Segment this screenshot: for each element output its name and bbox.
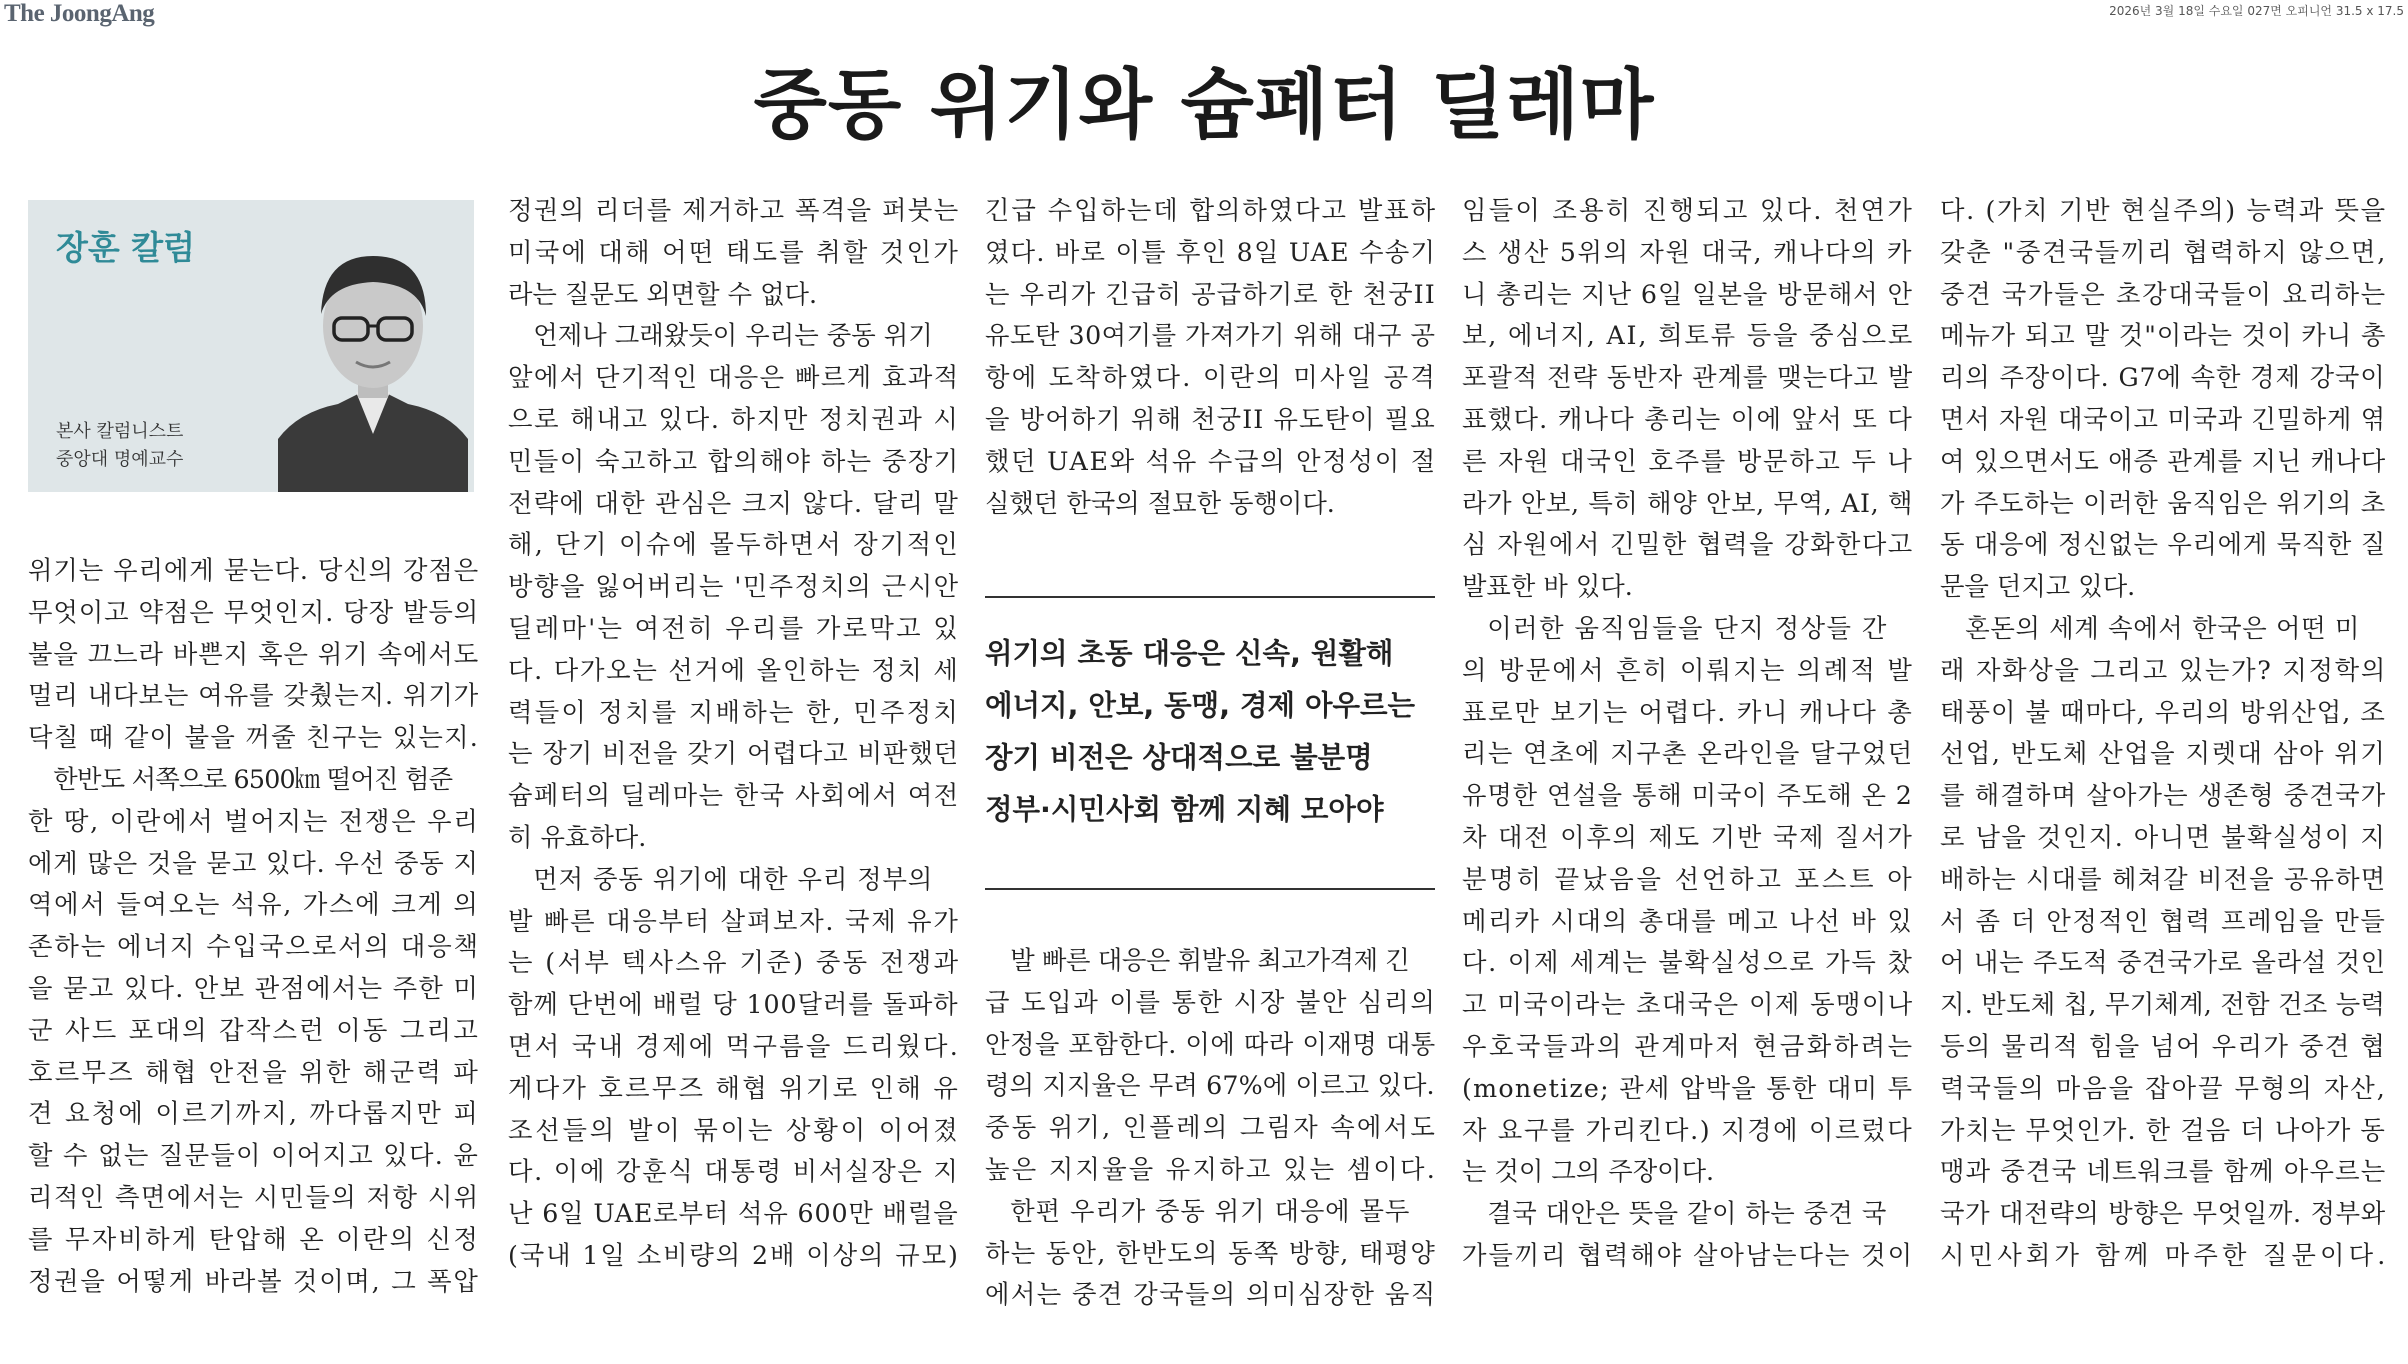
article-text-line: 해, 단기 이슈에 몰두하면서 장기적인 bbox=[508, 530, 961, 560]
article-text-line: 한반도 서쪽으로 6500㎞ 떨어진 험준 bbox=[53, 764, 453, 794]
article-text-line: 혼돈의 세계 속에서 한국은 어떤 미 bbox=[1965, 613, 2360, 643]
article-text-line: 으로 해내고 있다. 하지만 정치권과 시 bbox=[508, 404, 960, 434]
article-text-line: 불을 끄느라 바쁜지 혹은 위기 속에서도 bbox=[28, 639, 480, 669]
article-text-line: 높은 지지율을 유지하고 있는 셈이다. bbox=[985, 1154, 1438, 1184]
article-text-line: 호르무즈 해협 안전을 위한 해군력 파 bbox=[28, 1057, 481, 1087]
article-text-line: (monetize; 관세 압박을 통한 대미 투 bbox=[1462, 1073, 1914, 1103]
article-text-line: 함께 단번에 배럴 당 100달러를 돌파하 bbox=[508, 990, 959, 1020]
author-portrait bbox=[278, 234, 468, 492]
article-text-line: 문을 던지고 있다. bbox=[1940, 572, 2136, 602]
article-text-line: 분명히 끝났음을 선언하고 포스트 아 bbox=[1462, 864, 1915, 894]
article-text-line: 멀리 내다보는 여유를 갖췄는지. 위기가 bbox=[28, 681, 480, 711]
article-text-line: 긴급 수입하는데 합의하였다고 발표하 bbox=[985, 196, 1438, 225]
article-text-line: 언제나 그래왔듯이 우리는 중동 위기 bbox=[533, 321, 933, 351]
article-text-line: 표로만 보기는 어렵다. 카니 캐나다 총 bbox=[1462, 697, 1914, 727]
article-text-line: 지. 반도체 칩, 무기체계, 전함 건조 능력 bbox=[1940, 990, 2386, 1020]
column-name: 장훈 칼럼 bbox=[56, 228, 196, 267]
article-text-line: 를 무자비하게 탄압해 온 이란의 신정 bbox=[28, 1224, 481, 1254]
article-text-line: 를 해결하며 살아가는 생존형 중견국가 bbox=[1940, 781, 2387, 811]
article-text-line: 여 있으면서도 애증 관계를 지닌 캐나다 bbox=[1940, 446, 2386, 476]
article-text-line: 군 사드 포대의 갑작스런 이동 그리고 bbox=[28, 1015, 481, 1045]
article-text-line: 유도탄 30여기를 가져가기 위해 대구 공 bbox=[985, 321, 1436, 351]
article-text-line: 존하는 에너지 수입국으로서의 대응책 bbox=[28, 932, 481, 962]
article-text-line: 중견 국가들은 초강대국들이 요리하는 bbox=[1940, 279, 2387, 309]
article-text-line: 시민사회가 함께 마주한 질문이다. bbox=[1940, 1240, 2390, 1270]
article-text-line: 다. 다가오는 선거에 올인하는 정치 세 bbox=[508, 655, 960, 685]
article-text-line: 리의 주장이다. G7에 속한 경제 강국이 bbox=[1940, 363, 2386, 393]
article-text-line: 이러한 움직임들을 단지 정상들 간 bbox=[1487, 613, 1888, 643]
article-text-line: 게다가 호르무즈 해협 위기로 인해 유 bbox=[508, 1073, 961, 1103]
article-text-line: 결국 대안은 뜻을 같이 하는 중견 국 bbox=[1487, 1199, 1887, 1229]
newspaper-logo: The JoongAng bbox=[4, 0, 155, 27]
article-text-line: 하는 동안, 한반도의 동쪽 방향, 태평양 bbox=[985, 1238, 1437, 1268]
article-text-line: 라는 질문도 외면할 수 없다. bbox=[508, 279, 818, 309]
article-text-line: 우호국들과의 관계마저 현금화하려는 bbox=[1462, 1031, 1915, 1061]
article-text-line: 선업, 반도체 산업을 지렛대 삼아 위기 bbox=[1940, 739, 2387, 769]
article-column-4 bbox=[1462, 190, 1915, 1277]
article-column-5 bbox=[1940, 190, 2390, 1277]
article-text-line: 했던 UAE와 석유 수급의 안정성이 절 bbox=[985, 446, 1437, 476]
article-column-2 bbox=[508, 190, 961, 1277]
article-text-line: 다. 이에 강훈식 대통령 비서실장은 지 bbox=[508, 1157, 960, 1187]
article-text-line: 국가 대전략의 방향은 무엇일까. 정부와 bbox=[1940, 1199, 2386, 1229]
article-text-line: 위기는 우리에게 묻는다. 당신의 강점은 bbox=[28, 556, 480, 585]
pull-quote-line: 위기의 초동 대응은 신속, 원활해 bbox=[985, 637, 1394, 670]
article-text-line: 메리카 시대의 총대를 메고 나선 바 있 bbox=[1462, 906, 1914, 936]
article-text-line: 조선들의 발이 묶이는 상황이 이어졌 bbox=[508, 1115, 961, 1145]
article-column-3-continued bbox=[985, 940, 1438, 1316]
article-text-line: 발표한 바 있다. bbox=[1462, 572, 1633, 602]
article-text-line: 슘페터의 딜레마는 한국 사회에서 여전 bbox=[508, 781, 960, 811]
article-text-line: 견 요청에 이르기까지, 까다롭지만 피 bbox=[28, 1099, 481, 1129]
article-text-line: 자 요구를 가리킨다.) 지경에 이르렀다 bbox=[1462, 1115, 1914, 1145]
article-text-line: 령의 지지율은 무려 67%에 이르고 있다. bbox=[985, 1071, 1435, 1101]
article-text-line: 갖춘 "중견국들끼리 협력하지 않으면, bbox=[1940, 237, 2388, 267]
pull-quote bbox=[985, 628, 1435, 836]
article-text-line: 스 생산 5위의 자원 대국, 캐나다의 카 bbox=[1462, 237, 1914, 267]
edition-info: 2026년 3월 18일 수요일 027면 오피니언 31.5 x 17.5 bbox=[2109, 4, 2404, 18]
article-text-line: 항에 도착하였다. 이란의 미사일 공격 bbox=[985, 363, 1438, 393]
article-text-line: 메뉴가 되고 말 것"이라는 것이 카니 총 bbox=[1940, 321, 2387, 351]
article-text-line: 보, 에너지, AI, 희토류 등을 중심으로 bbox=[1462, 321, 1915, 351]
article-text-line: 래 자화상을 그리고 있는가? 지정학의 bbox=[1940, 655, 2388, 685]
article-text-line: 는 장기 비전을 갖기 어렵다고 비판했던 bbox=[508, 739, 960, 769]
article-text-line: 무엇이고 약점은 무엇인지. 당장 발등의 bbox=[28, 597, 480, 627]
article-text-line: 발 빠른 대응은 휘발유 최고가격제 긴 bbox=[1010, 946, 1410, 975]
article-text-line: 닥칠 때 같이 불을 꺼줄 친구는 있는지. bbox=[28, 723, 480, 753]
article-text-line: 등의 물리적 힘을 넘어 우리가 중견 협 bbox=[1940, 1031, 2387, 1061]
article-text-line: 가치는 무엇인가. 한 걸음 더 나아가 동 bbox=[1940, 1115, 2386, 1145]
article-text-line: 발 빠른 대응부터 살펴보자. 국제 유가 bbox=[508, 906, 960, 936]
article-text-line: 미국에 대해 어떤 태도를 취할 것인가 bbox=[508, 237, 961, 267]
article-text-line: 먼저 중동 위기에 대한 우리 정부의 bbox=[533, 864, 934, 894]
article-text-line: 는 우리가 긴급히 공급하기로 한 천궁II bbox=[985, 279, 1436, 309]
article-text-line: 역에서 들여오는 석유, 가스에 크게 의 bbox=[28, 890, 480, 920]
article-text-line: 포괄적 전략 동반자 관계를 맺는다고 발 bbox=[1462, 363, 1914, 393]
article-text-line: 앞에서 단기적인 대응은 빠르게 효과적 bbox=[508, 363, 960, 393]
byline-box bbox=[28, 200, 474, 492]
article-text-line: 맹과 중견국 네트워크를 함께 아우르는 bbox=[1940, 1157, 2387, 1187]
article-text-line: 실했던 한국의 절묘한 동행이다. bbox=[985, 488, 1335, 518]
article-column-3 bbox=[985, 190, 1438, 524]
pull-quote-top-rule bbox=[985, 596, 1435, 598]
article-text-line: 의 방문에서 흔히 이뤄지는 의례적 발 bbox=[1462, 655, 1915, 685]
article-text-line: 배하는 시대를 헤쳐갈 비전을 공유하면 bbox=[1940, 864, 2387, 894]
article-text-line: 리적인 측면에서는 시민들의 저항 시위 bbox=[28, 1182, 480, 1212]
article-text-line: 였다. 바로 이틀 후인 8일 UAE 수송기 bbox=[985, 237, 1437, 267]
article-text-line: 서 좀 더 안정적인 협력 프레임을 만들 bbox=[1940, 906, 2387, 936]
article-text-line: 안정을 포함한다. 이에 따라 이재명 대통 bbox=[985, 1029, 1436, 1059]
article-text-line: 가들끼리 협력해야 살아남는다는 것이 bbox=[1462, 1240, 1915, 1270]
article-text-line: 할 수 없는 질문들이 이어지고 있다. 윤 bbox=[28, 1141, 480, 1171]
article-text-line: 력들이 정치를 지배하는 한, 민주정치 bbox=[508, 697, 961, 727]
article-text-line: (국내 1일 소비량의 2배 이상의 규모) bbox=[508, 1240, 960, 1270]
article-text-line: 면서 자원 대국이고 미국과 긴밀하게 엮 bbox=[1940, 404, 2386, 434]
article-column-1 bbox=[28, 550, 481, 1302]
article-text-line: 면서 국내 경제에 먹구름을 드리웠다. bbox=[508, 1031, 961, 1061]
article-text-line: 는 것이 그의 주장이다. bbox=[1462, 1157, 1715, 1187]
article-text-line: 니 총리는 지난 6일 일본을 방문해서 안 bbox=[1462, 279, 1913, 309]
article-text-line: 차 대전 이후의 제도 기반 국제 질서가 bbox=[1462, 822, 1914, 852]
article-text-line: 리는 연초에 지구촌 온라인을 달구었던 bbox=[1462, 739, 1914, 769]
article-text-line: 전략에 대한 관심은 크지 않다. 달리 말 bbox=[508, 488, 960, 518]
article-text-line: 라가 안보, 특히 해양 안보, 무역, AI, 핵 bbox=[1462, 488, 1914, 518]
page-title: 중동 위기와 슘페터 딜레마 bbox=[753, 60, 1655, 149]
article-text-line: 어 내는 주도적 중견국가로 올라설 것인 bbox=[1940, 948, 2386, 978]
article-text-line: 고 미국이라는 초대국은 이제 동맹이나 bbox=[1462, 990, 1914, 1020]
pull-quote-line: 장기 비전은 상대적으로 불분명 bbox=[985, 741, 1373, 774]
author-role-line1: 본사 칼럼니스트 bbox=[56, 421, 184, 442]
article-text-line: 표했다. 캐나다 총리는 이에 앞서 또 다 bbox=[1462, 404, 1914, 434]
article-text-line: 을 방어하기 위해 천궁II 유도탄이 필요 bbox=[985, 404, 1436, 434]
article-text-line: 다. (가치 기반 현실주의) 능력과 뜻을 bbox=[1940, 196, 2387, 225]
article-text-line: 른 자원 대국인 호주를 방문하고 두 나 bbox=[1462, 446, 1914, 476]
article-text-line: 정권을 어떻게 바라볼 것이며, 그 폭압 bbox=[28, 1266, 480, 1296]
article-text-line: 한편 우리가 중동 위기 대응에 몰두 bbox=[1010, 1196, 1411, 1226]
article-text-line: 력국들의 마음을 잡아끌 무형의 자산, bbox=[1940, 1073, 2387, 1103]
article-text-line: 민들이 숙고하고 합의해야 하는 중장기 bbox=[508, 446, 960, 476]
article-text-line: 정권의 리더를 제거하고 폭격을 퍼붓는 bbox=[508, 196, 960, 225]
author-role-line2: 중앙대 명예교수 bbox=[56, 449, 184, 470]
article-text-line: 심 자원에서 긴밀한 협력을 강화한다고 bbox=[1462, 530, 1914, 560]
article-text-line: 로 남을 것인지. 아니면 불확실성이 지 bbox=[1940, 822, 2387, 852]
article-text-line: 다. 이제 세계는 불확실성으로 가득 찼 bbox=[1462, 948, 1914, 978]
pull-quote-bottom-rule bbox=[985, 888, 1435, 890]
article-text-line: 동 대응에 정신없는 우리에게 묵직한 질 bbox=[1940, 530, 2386, 560]
article-text-line: 히 유효하다. bbox=[508, 822, 647, 852]
article-text-line: 급 도입과 이를 통한 시장 불안 심리의 bbox=[985, 987, 1437, 1017]
article-text-line: 방향을 잃어버리는 '민주정치의 근시안 bbox=[508, 572, 960, 602]
pull-quote-line: 정부·시민사회 함께 지혜 모아야 bbox=[985, 793, 1384, 826]
article-text-line: 을 묻고 있다. 안보 관점에서는 주한 미 bbox=[28, 973, 480, 1003]
article-text-line: 태풍이 불 때마다, 우리의 방위산업, 조 bbox=[1940, 697, 2386, 727]
article-text-line: 가 주도하는 이러한 움직임은 위기의 초 bbox=[1940, 488, 2386, 518]
article-text-line: 유명한 연설을 통해 미국이 주도해 온 2 bbox=[1462, 781, 1913, 811]
article-text-line: 에서는 중견 강국들의 의미심장한 움직 bbox=[985, 1280, 1437, 1310]
author-role bbox=[56, 418, 183, 474]
article-text-line: 는 (서부 텍사스유 기준) 중동 전쟁과 bbox=[508, 948, 961, 978]
article-text-line: 난 6일 UAE로부터 석유 600만 배럴을 bbox=[508, 1199, 959, 1229]
article-text-line: 임들이 조용히 진행되고 있다. 천연가 bbox=[1462, 196, 1915, 225]
article-text-line: 에게 많은 것을 묻고 있다. 우선 중동 지 bbox=[28, 848, 479, 878]
pull-quote-line: 에너지, 안보, 동맹, 경제 아우르는 bbox=[985, 689, 1416, 722]
article-text-line: 중동 위기, 인플레의 그림자 속에서도 bbox=[985, 1113, 1438, 1143]
article-text-line: 한 땅, 이란에서 벌어지는 전쟁은 우리 bbox=[28, 806, 480, 836]
article-text-line: 딜레마'는 여전히 우리를 가로막고 있 bbox=[508, 613, 960, 643]
